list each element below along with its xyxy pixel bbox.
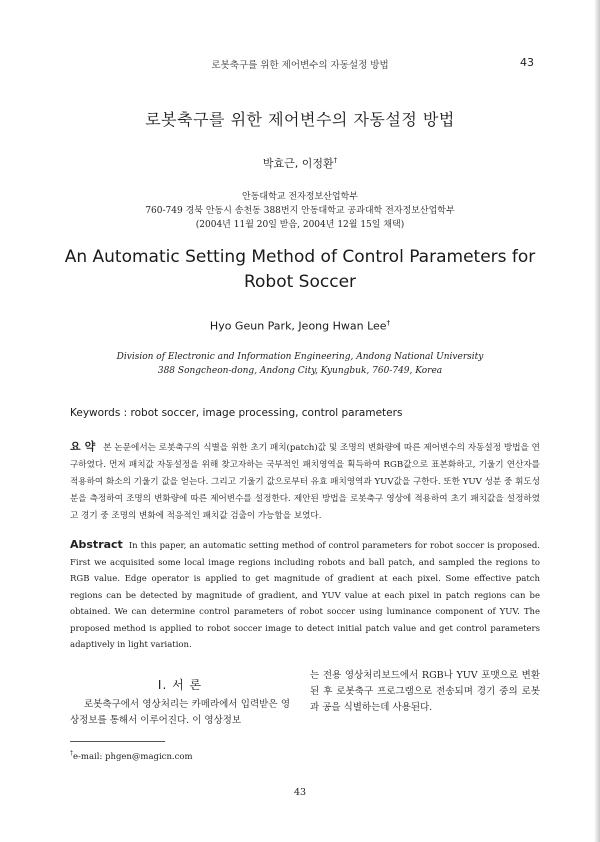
english-author-names: Hyo Geun Park, Jeong Hwan Lee xyxy=(209,319,387,333)
english-affiliation-line: 388 Songcheon-dong, Andong City, Kyungbuk, 760-749, Korea xyxy=(157,366,443,376)
footnote-text: e-mail: phgen@magicn.com xyxy=(73,751,193,762)
english-author-mark: † xyxy=(386,319,391,327)
korean-title: 로봇축구를 위한 제어변수의 자동설정 방법 xyxy=(145,110,455,129)
korean-author-mark: † xyxy=(333,156,338,165)
english-title: An Automatic Setting Method of Control Parameters for Robot Soccer xyxy=(64,247,536,292)
korean-abstract-text: 본 논문에서는 로봇축구의 식별을 위한 초기 패치(patch)값 및 조명의 변화량에 따른 제어변수의 자동설정 방법을 연구하였다. 먼저 패치값 자동설정을 위해 찾고자하는 국부적인 패치영역을 획득하여 RGB값으로 표본화하고, 기울기 연산자를 적용하여 화소의 기울기 값을 얻는다. 그리고 기울기 값으로부터 유효 패치영역과 YUV값을 구한다. 또한 YUV 성분 중 휘도성분을 측정하여 조명의 변화량에 따른 제어변수를 설정한다. 제안된 방법을 로봇축구 영상에 적용하여 초기 패치값을 설정하였고 경기 중 조명의 변화에 적응적인 패치값 검출이 가능함을 보였다. xyxy=(70,443,540,521)
english-abstract-text: In this paper, an automatic setting method of control parameters for robot soccer is proposed. First we acquisited some local image regions including robots and ball patch, and sampled the regions to RGB value. Edge operator is applied to get magnitude of gradient at each pixel. Some effective patch regions can be detected by magnitude of gradient, and YUV value at each pixel in patch regions can be obtained. We can determine control parameters of robot soccer using luminance component of YUV. The proposed method is applied to robot soccer image to detect initial patch value and get control parameters adaptively in light variation. xyxy=(70,541,540,650)
footnote-mark: † xyxy=(70,750,73,757)
korean-affiliation-line: 안동대학교 전자정보산업학부 xyxy=(242,192,358,202)
english-affiliation-line: Division of Electronic and Information Engineering, Andong National University xyxy=(116,352,484,362)
keywords: Keywords : robot soccer, image processing, control parameters xyxy=(70,407,403,419)
korean-affiliation-line: 760-749 경북 안동시 송천동 388번지 안동대학교 공과대학 전자정보산업학부 xyxy=(145,206,455,216)
english-abstract xyxy=(70,537,540,654)
korean-affiliation xyxy=(0,190,600,232)
korean-authors xyxy=(0,155,600,171)
korean-affiliation-line: (2004년 11월 20일 받음, 2004년 12월 15일 채택) xyxy=(195,220,405,230)
english-authors xyxy=(0,319,600,333)
english-affiliation xyxy=(0,350,600,378)
body-left-column: 로봇축구에서 영상처리는 카메라에서 입력받은 영상정보를 통해서 이루어진다. 이 영상정보 xyxy=(70,699,290,726)
korean-abstract xyxy=(70,438,540,525)
footnote-rule xyxy=(70,741,165,742)
section-heading: I. 서 론 xyxy=(157,678,203,692)
header-page-number: 43 xyxy=(520,56,534,69)
korean-author-names: 박효근, 이정환 xyxy=(262,157,334,170)
korean-abstract-lead: 요 약 xyxy=(70,440,96,453)
body-right-column: 는 전용 영상처리보드에서 RGB나 YUV 포맷으로 변환된 후 로봇축구 프로그램으로 전송되며 경기 중의 로봇과 공을 식별하는데 사용된다. xyxy=(310,670,540,713)
running-title: 로봇축구를 위한 제어변수의 자동설정 방법 xyxy=(211,60,389,71)
english-abstract-lead: Abstract xyxy=(70,538,123,551)
footer-page-number: 43 xyxy=(293,787,307,798)
footnote xyxy=(70,750,370,762)
